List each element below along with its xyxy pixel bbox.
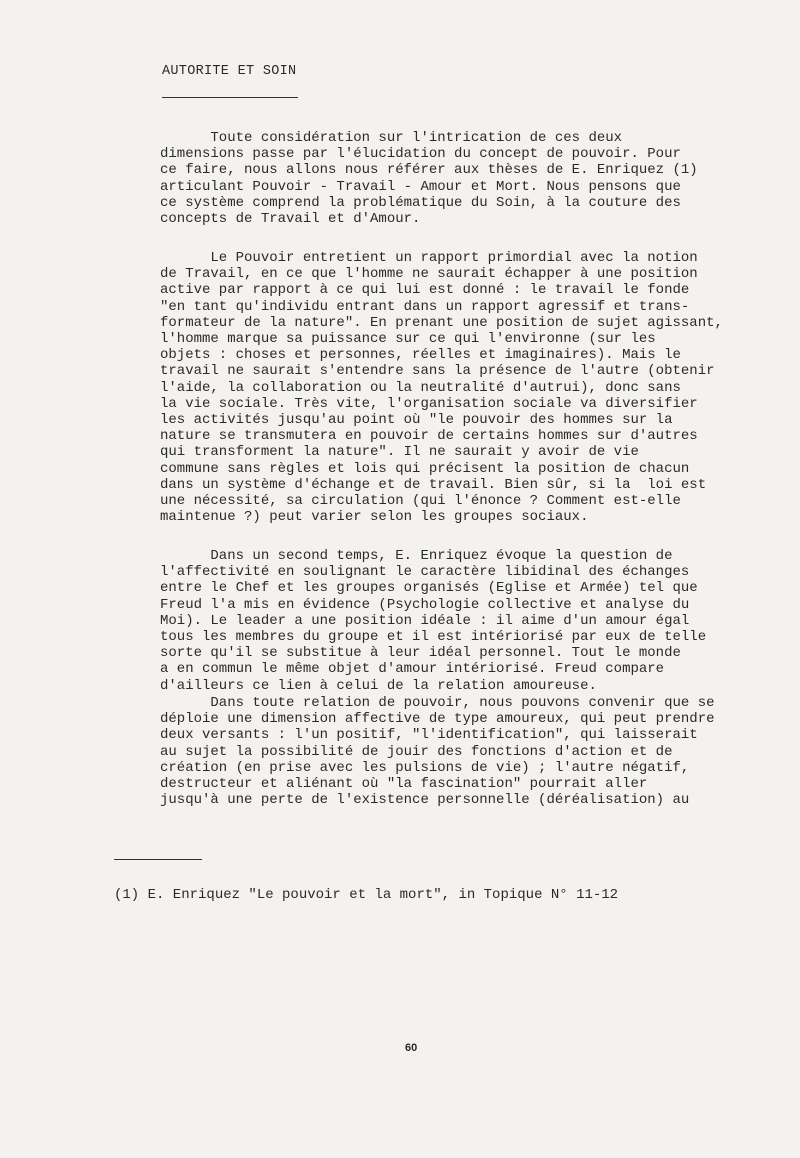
text-line: l'affectivité en soulignant le caractère libidinal des échanges — [160, 564, 690, 581]
text-line: objets : choses et personnes, réelles et imaginaires). Mais le — [160, 347, 681, 364]
text-line: d'ailleurs ce lien à celui de la relation amoureuse. — [160, 677, 597, 694]
paragraph-2 — [160, 250, 723, 526]
text-line: Dans toute relation de pouvoir, nous pouvons convenir que se — [160, 695, 715, 711]
text-line: l'aide, la collaboration ou la neutralité d'autrui), donc sans — [160, 379, 681, 396]
paragraph-4 — [160, 695, 715, 809]
text-line: nature se transmutera en pouvoir de certains hommes sur d'autres — [160, 428, 698, 445]
text-line: déploie une dimension affective de type amoureux, qui peut prendre — [160, 711, 715, 728]
text-line: Moi). Le leader a une position idéale : il aime d'un amour égal — [160, 612, 690, 629]
text-line: concepts de Travail et d'Amour. — [160, 211, 421, 228]
text-line: les activités jusqu'au point où "le pouvoir des hommes sur la — [160, 412, 673, 429]
text-line: entre le Chef et les groupes organisés (Eglise et Armée) tel que — [160, 580, 698, 597]
text-line: Le Pouvoir entretient un rapport primordial avec la notion — [160, 250, 698, 266]
text-line: Freud l'a mis en évidence (Psychologie collective et analyse du — [160, 596, 690, 613]
text-line: sorte qu'il se substitue à leur idéal personnel. Tout le monde — [160, 645, 681, 662]
text-line: formateur de la nature". En prenant une position de sujet agissant, — [160, 314, 723, 331]
paragraph-3 — [160, 548, 707, 694]
text-line: dimensions passe par l'élucidation du concept de pouvoir. Pour — [160, 146, 681, 163]
text-line: la vie sociale. Très vite, l'organisation sociale va diversifier — [160, 395, 698, 412]
text-line: travail ne saurait s'entendre sans la présence de l'autre (obtenir — [160, 363, 715, 380]
text-line: Toute considération sur l'intrication de ces deux — [160, 130, 623, 146]
text-line: une nécessité, sa circulation (qui l'énonce ? Comment est-elle — [160, 493, 681, 510]
paragraph-1 — [160, 130, 698, 228]
text-line: active par rapport à ce qui lui est donné : le travail le fonde — [160, 282, 690, 299]
text-line: maintenue ?) peut varier selon les groupes sociaux. — [160, 509, 589, 526]
text-line: au sujet la possibilité de jouir des fonctions d'action et de — [160, 743, 673, 760]
text-line: ce système comprend la problématique du Soin, à la couture des — [160, 194, 681, 211]
text-line: destructeur et aliénant où "la fascination" pourrait aller — [160, 776, 648, 793]
text-line: dans un système d'échange et de travail. Bien sûr, si la loi est — [160, 476, 707, 493]
page-number: 60 — [405, 1042, 418, 1054]
text-line: ce faire, nous allons nous référer aux thèses de E. Enriquez (1) — [160, 162, 698, 179]
text-line: qui transforment la nature". Il ne saurait y avoir de vie — [160, 444, 639, 461]
text-line: Dans un second temps, E. Enriquez évoque la question de — [160, 548, 673, 564]
text-line: articulant Pouvoir - Travail - Amour et Mort. Nous pensons que — [160, 178, 681, 195]
text-line: deux versants : l'un positif, "l'identification", qui laisserait — [160, 727, 698, 744]
text-line: l'homme marque sa puissance sur ce qui l'environne (sur les — [160, 331, 656, 348]
text-line: création (en prise avec les pulsions de vie) ; l'autre négatif, — [160, 759, 690, 776]
chapter-heading: AUTORITE ET SOIN — [162, 64, 297, 79]
heading-underline — [162, 97, 298, 98]
text-line: tous les membres du groupe et il est intériorisé par eux de telle — [160, 629, 707, 646]
text-line: "en tant qu'individu entrant dans un rapport agressif et trans- — [160, 298, 690, 315]
footnote: (1) E. Enriquez "Le pouvoir et la mort", in Topique N° 11-12 — [114, 887, 619, 903]
text-line: commune sans règles et lois qui précisent la position de chacun — [160, 460, 690, 477]
text-line: a en commun le même objet d'amour intériorisé. Freud compare — [160, 661, 665, 678]
footnote-separator — [114, 859, 202, 860]
text-line: jusqu'à une perte de l'existence personnelle (déréalisation) au — [160, 792, 690, 809]
text-line: de Travail, en ce que l'homme ne saurait échapper à une position — [160, 266, 698, 283]
